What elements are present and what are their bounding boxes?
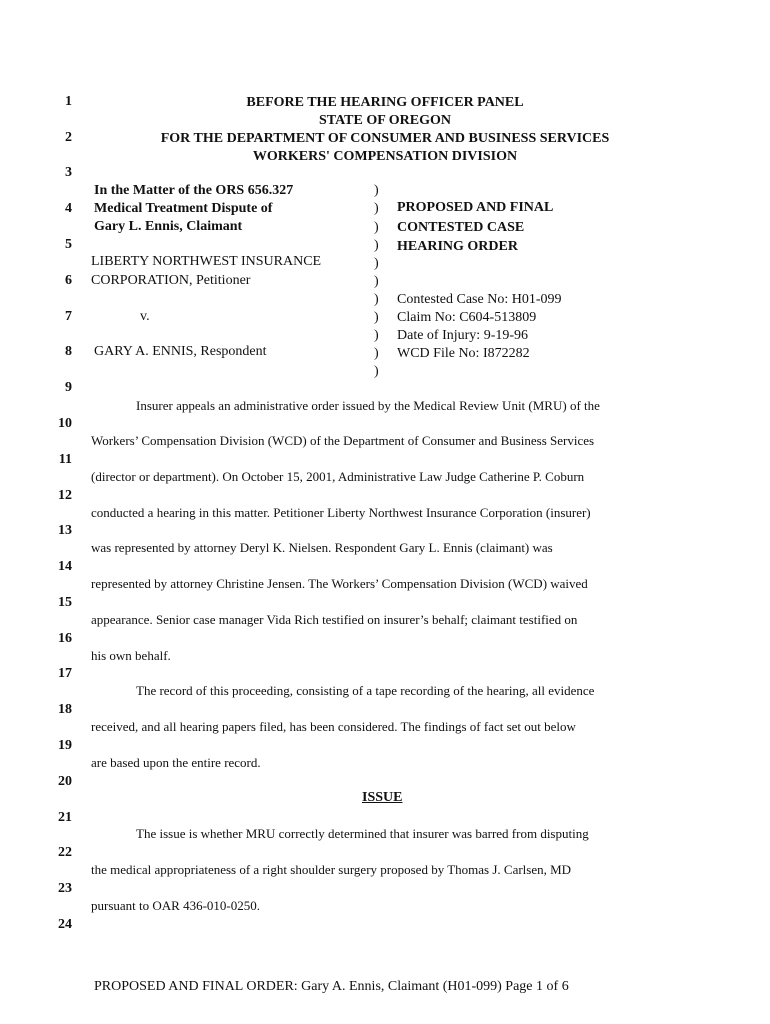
matter-line: In the Matter of the ORS 656.327 [94, 183, 294, 198]
paren-mark: ) [374, 183, 379, 198]
line-number: 18 [58, 702, 72, 717]
case-number: Contested Case No: H01-099 [397, 292, 562, 307]
line-number: 21 [58, 810, 72, 825]
text-line: received, and all hearing papers filed, has been considered. The findings of fact set out below [91, 719, 576, 734]
line-number: 23 [58, 881, 72, 896]
petitioner-line: CORPORATION, Petitioner [91, 273, 251, 288]
petitioner-line: LIBERTY NORTHWEST INSURANCE [91, 254, 322, 269]
text-line: Workers’ Compensation Division (WCD) of the Department of Consumer and Business Services [91, 433, 595, 448]
order-title-line: PROPOSED AND FINAL [397, 200, 554, 215]
text-line: are based upon the entire record. [91, 755, 261, 770]
text-line: conducted a hearing in this matter. Petitioner Liberty Northwest Insurance Corporation (insurer) [91, 505, 591, 520]
matter-line: Medical Treatment Dispute of [94, 201, 273, 216]
text-line: (director or department). On October 15, 2001, Administrative Law Judge Catherine P. Coburn [91, 469, 585, 484]
section-heading: ISSUE [362, 790, 403, 805]
line-number: 1 [65, 94, 72, 109]
line-number: 9 [65, 380, 72, 395]
paren-mark: ) [374, 346, 379, 361]
header-line: WORKERS' COMPENSATION DIVISION [252, 149, 518, 164]
line-number: 24 [58, 917, 72, 932]
line-number: 15 [58, 595, 72, 610]
header-line: STATE OF OREGON [319, 113, 451, 128]
line-number: 11 [58, 452, 72, 467]
text-line: Insurer appeals an administrative order issued by the Medical Review Unit (MRU) of the [136, 398, 600, 413]
line-number: 7 [65, 309, 72, 324]
line-number: 8 [65, 344, 72, 359]
line-number: 20 [58, 774, 72, 789]
paren-mark: ) [374, 201, 379, 216]
text-line: the medical appropriateness of a right shoulder surgery proposed by Thomas J. Carlsen, MD [91, 862, 572, 877]
respondent-line: GARY A. ENNIS, Respondent [94, 344, 267, 359]
paren-mark: ) [374, 328, 379, 343]
text-line: pursuant to OAR 436-010-0250. [91, 898, 260, 913]
order-title-line: HEARING ORDER [397, 239, 518, 254]
line-number: 6 [65, 273, 72, 288]
text-line: represented by attorney Christine Jensen. The Workers’ Compensation Division (WCD) waived [91, 576, 588, 591]
text-line: was represented by attorney Deryl K. Nielsen. Respondent Gary L. Ennis (claimant) was [91, 540, 553, 555]
paren-mark: ) [374, 310, 379, 325]
text-line: The record of this proceeding, consisting of a tape recording of the hearing, all evidence [136, 683, 595, 698]
paren-mark: ) [374, 238, 379, 253]
line-number: 17 [58, 666, 72, 681]
paren-mark: ) [374, 292, 379, 307]
line-number: 22 [58, 845, 72, 860]
text-line: his own behalf. [91, 648, 171, 663]
text-line: The issue is whether MRU correctly determined that insurer was barred from disputing [136, 826, 589, 841]
order-title-line: CONTESTED CASE [397, 220, 525, 235]
line-number: 5 [65, 237, 72, 252]
line-number: 4 [65, 201, 72, 216]
page-footer: PROPOSED AND FINAL ORDER: Gary A. Ennis, Claimant (H01-099) Page 1 of 6 [94, 979, 569, 994]
claim-number: Claim No: C604-513809 [397, 310, 537, 325]
header-line: FOR THE DEPARTMENT OF CONSUMER AND BUSINESS SERVICES [160, 131, 610, 146]
header-line: BEFORE THE HEARING OFFICER PANEL [246, 95, 524, 110]
line-number: 13 [58, 523, 72, 538]
line-number: 3 [65, 165, 72, 180]
versus-label: v. [140, 309, 150, 324]
paren-mark: ) [374, 364, 379, 379]
line-number: 10 [58, 416, 72, 431]
paren-mark: ) [374, 220, 379, 235]
line-number: 12 [58, 488, 72, 503]
text-line: appearance. Senior case manager Vida Rich testified on insurer’s behalf; claimant testified on [91, 612, 578, 627]
paren-mark: ) [374, 274, 379, 289]
injury-date: Date of Injury: 9-19-96 [397, 328, 529, 343]
line-number: 19 [58, 738, 72, 753]
matter-line: Gary L. Ennis, Claimant [94, 219, 243, 234]
line-number: 14 [58, 559, 72, 574]
paren-mark: ) [374, 256, 379, 271]
wcd-file-number: WCD File No: I872282 [397, 346, 530, 361]
line-number: 2 [65, 130, 72, 145]
line-number: 16 [58, 631, 72, 646]
